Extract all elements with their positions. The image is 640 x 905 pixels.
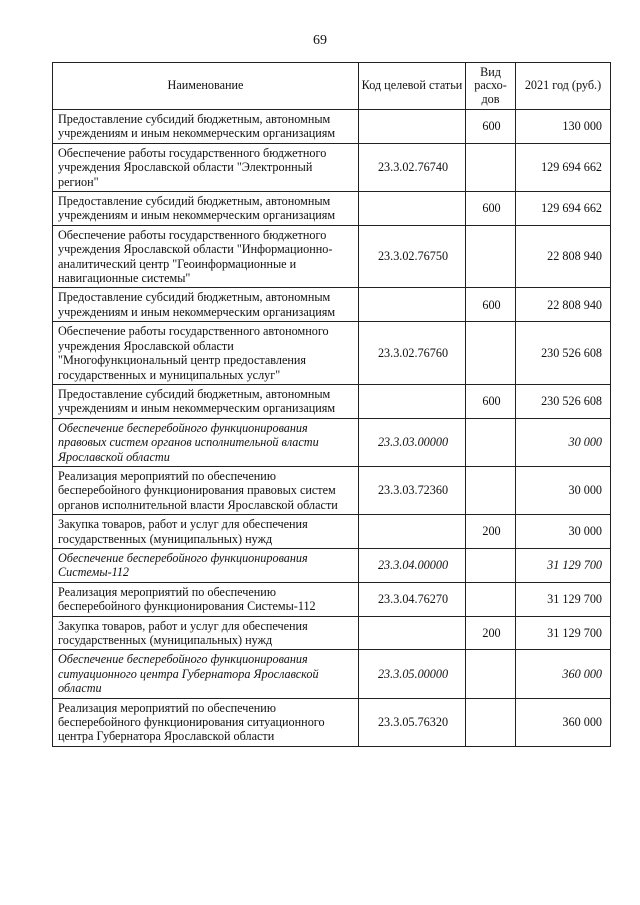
table-row [53,192,611,226]
table-row [53,288,611,322]
row-type [466,143,516,191]
row-code: 23.3.05.76320 [359,698,466,746]
row-code: 23.3.03.00000 [359,418,466,466]
row-amount: 129 694 662 [516,143,611,191]
row-code: 23.3.02.76760 [359,322,466,385]
header-type: Вид расхо-дов [466,63,516,110]
row-amount: 31 129 700 [516,548,611,582]
row-name: Обеспечение работы государственного бюджетного учреждения Ярославской области "Электронный регион" [53,143,359,191]
row-name: Обеспечение бесперебойного функционирования ситуационного центра Губернатора Ярославской области [53,650,359,698]
table-row [53,143,611,191]
row-name: Обеспечение работы государственного бюджетного учреждения Ярославской области "Информационно-аналитический центр "Геоинформационные и навигационные системы" [53,225,359,288]
row-amount: 360 000 [516,650,611,698]
row-amount: 31 129 700 [516,582,611,616]
row-code: 23.3.02.76750 [359,225,466,288]
row-amount: 230 526 608 [516,322,611,385]
row-name: Предоставление субсидий бюджетным, автономным учреждениям и иным некоммерческим организациям [53,288,359,322]
table-row [53,582,611,616]
row-amount: 30 000 [516,515,611,549]
table-row [53,548,611,582]
row-code [359,384,466,418]
row-code [359,192,466,226]
table-row [53,322,611,385]
row-name: Обеспечение бесперебойного функционирования Системы-112 [53,548,359,582]
row-code [359,288,466,322]
table-row [53,466,611,514]
table-row [53,616,611,650]
row-amount: 129 694 662 [516,192,611,226]
table-row [53,650,611,698]
row-name: Предоставление субсидий бюджетным, автономным учреждениям и иным некоммерческим организациям [53,384,359,418]
row-type: 600 [466,288,516,322]
table-row [53,384,611,418]
row-code: 23.3.04.76270 [359,582,466,616]
row-type: 200 [466,616,516,650]
row-name: Реализация мероприятий по обеспечению бесперебойного функционирования Системы-112 [53,582,359,616]
row-type [466,548,516,582]
row-amount: 22 808 940 [516,288,611,322]
row-type [466,418,516,466]
header-code: Код целевой статьи [359,63,466,110]
row-type: 600 [466,384,516,418]
row-name: Закупка товаров, работ и услуг для обеспечения государственных (муниципальных) нужд [53,616,359,650]
table-row [53,515,611,549]
row-type: 600 [466,192,516,226]
row-type [466,466,516,514]
table-row [53,418,611,466]
row-code [359,110,466,144]
row-type [466,582,516,616]
row-name: Предоставление субсидий бюджетным, автономным учреждениям и иным некоммерческим организациям [53,192,359,226]
page-number: 69 [313,33,327,48]
header-name: Наименование [53,63,359,110]
row-amount: 30 000 [516,466,611,514]
table-row [53,225,611,288]
row-code: 23.3.04.00000 [359,548,466,582]
row-type [466,698,516,746]
row-type [466,650,516,698]
table-row [53,698,611,746]
row-name: Обеспечение бесперебойного функционирования правовых систем органов исполнительной власти Ярославской области [53,418,359,466]
table-header-row [53,63,611,110]
header-amount: 2021 год (руб.) [516,63,611,110]
row-type: 600 [466,110,516,144]
row-amount: 130 000 [516,110,611,144]
budget-table [52,62,611,747]
row-amount: 30 000 [516,418,611,466]
row-name: Обеспечение работы государственного автономного учреждения Ярославской области "Многофункциональный центр предоставления государственных и муниципальных услуг" [53,322,359,385]
row-name: Реализация мероприятий по обеспечению бесперебойного функционирования ситуационного центра Губернатора Ярославской области [53,698,359,746]
row-code: 23.3.03.72360 [359,466,466,514]
row-code [359,616,466,650]
row-type [466,322,516,385]
row-amount: 31 129 700 [516,616,611,650]
row-amount: 22 808 940 [516,225,611,288]
row-type: 200 [466,515,516,549]
row-type [466,225,516,288]
row-name: Реализация мероприятий по обеспечению бесперебойного функционирования правовых систем органов исполнительной власти Ярославской области [53,466,359,514]
row-code [359,515,466,549]
row-name: Предоставление субсидий бюджетным, автономным учреждениям и иным некоммерческим организациям [53,110,359,144]
table-row [53,110,611,144]
row-code: 23.3.05.00000 [359,650,466,698]
row-amount: 230 526 608 [516,384,611,418]
row-name: Закупка товаров, работ и услуг для обеспечения государственных (муниципальных) нужд [53,515,359,549]
row-amount: 360 000 [516,698,611,746]
row-code: 23.3.02.76740 [359,143,466,191]
